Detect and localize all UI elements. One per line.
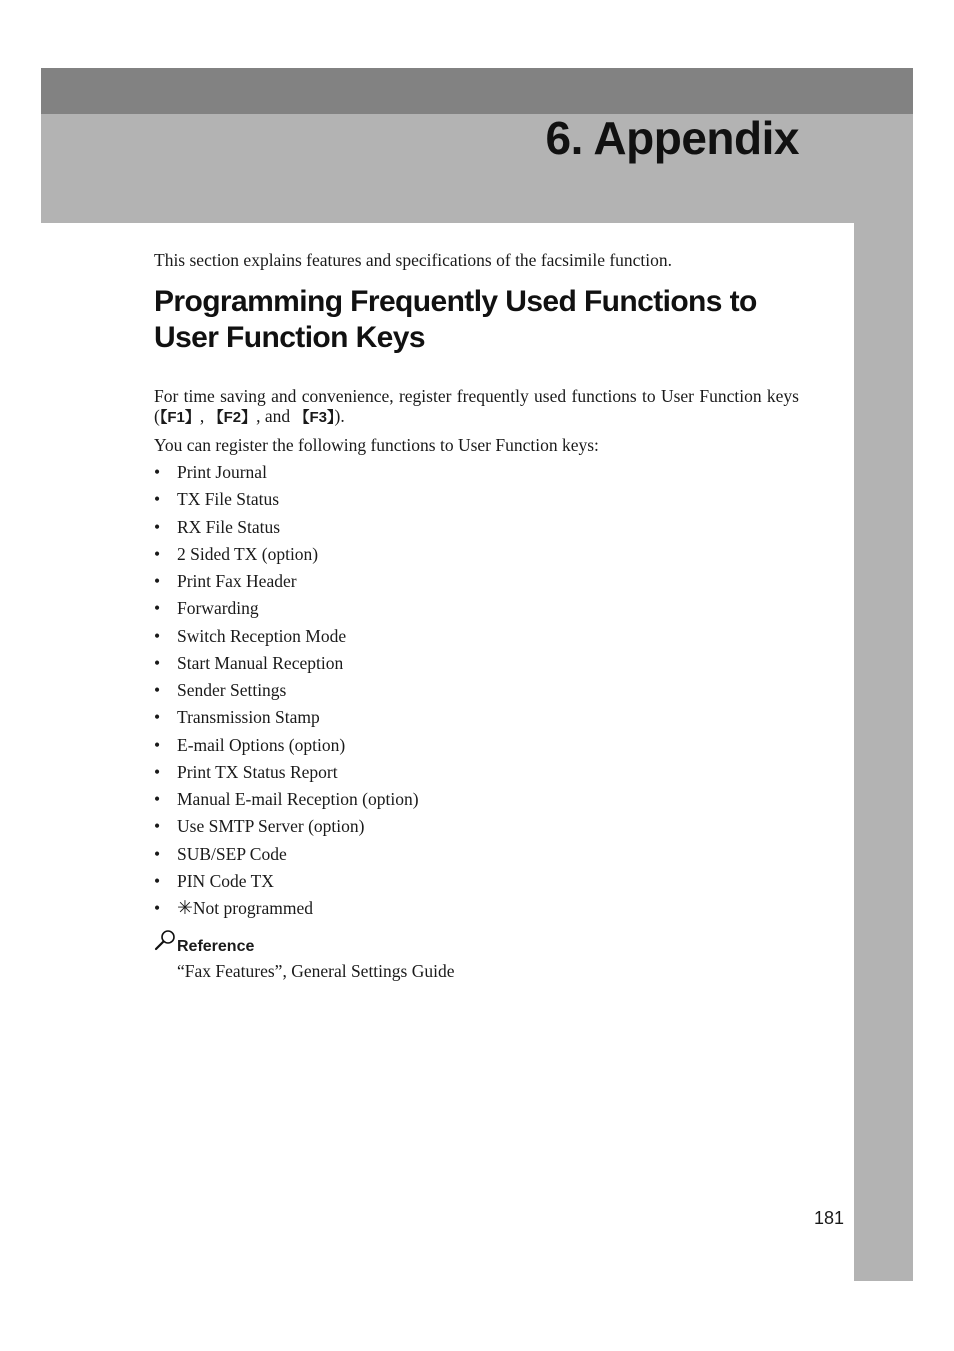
chapter-side-tab — [854, 223, 913, 1281]
list-item — [154, 678, 419, 705]
list-item — [154, 869, 419, 896]
page-number: 181 — [813, 1208, 844, 1228]
list-item — [154, 760, 419, 787]
list-item-label: Print Journal — [177, 462, 267, 482]
chapter-title: 6. Appendix — [545, 112, 799, 164]
list-item — [154, 624, 419, 651]
list-item-label: Print Fax Header — [177, 571, 297, 591]
bullet: • — [154, 707, 161, 728]
list-item-label: Switch Reception Mode — [177, 625, 347, 646]
key-f2: 【F2】 — [208, 409, 257, 426]
reference-block — [154, 929, 455, 982]
bullet: • — [154, 462, 161, 482]
list-item-label: PIN Code TX — [177, 870, 274, 891]
list-item — [154, 787, 419, 814]
list-item-label: Manual E-mail Reception (option) — [177, 789, 419, 809]
list-item-label: E-mail Options (option) — [177, 734, 346, 755]
reference-label: Reference — [177, 938, 255, 955]
list-item — [154, 651, 419, 678]
list-item — [154, 896, 419, 923]
list-item — [154, 842, 419, 869]
list-item — [154, 542, 419, 569]
bullet: • — [154, 598, 161, 619]
section-heading: Programming Frequently Used Functions to User Function Keys — [154, 285, 757, 354]
para-text: ). — [334, 406, 345, 426]
list-item — [154, 515, 419, 542]
intro-text: This section explains features and specifications of the facsimile function. — [154, 250, 673, 270]
list-item — [154, 487, 419, 514]
intro-paragraph — [154, 386, 799, 428]
reference-text: “Fax Features”, General Settings Guide — [177, 961, 455, 981]
list-item-label: Not programmed — [192, 898, 313, 918]
para-separator: , — [199, 406, 209, 426]
bullet: • — [154, 489, 161, 510]
list-item — [154, 733, 419, 760]
list-item-label: Forwarding — [177, 598, 259, 619]
list-item — [154, 814, 419, 841]
bullet: • — [154, 761, 161, 782]
bullet: • — [154, 543, 161, 564]
bullet: • — [154, 734, 161, 755]
list-item-label: Use SMTP Server (option) — [177, 816, 365, 837]
bullet: • — [154, 516, 161, 537]
bullet: • — [154, 652, 161, 673]
bullet: • — [154, 625, 161, 646]
list-item — [154, 705, 419, 732]
asterisk-icon: ✳ — [177, 897, 193, 919]
list-item-label: TX File Status — [177, 489, 280, 510]
reference-header — [154, 929, 455, 956]
list-item-label: Sender Settings — [177, 680, 287, 700]
para-separator: , and — [256, 406, 295, 426]
list-item — [154, 460, 419, 487]
header-band-dark — [41, 68, 913, 114]
bullet: • — [154, 870, 161, 891]
bullet: • — [154, 843, 161, 864]
list-item-label: Transmission Stamp — [177, 707, 320, 728]
function-list — [154, 460, 419, 923]
list-item — [154, 569, 419, 596]
bullet: • — [154, 680, 161, 700]
bullet: • — [154, 789, 161, 809]
list-item-label: 2 Sided TX (option) — [177, 543, 319, 564]
bullet: • — [154, 571, 161, 591]
list-item-label: Print TX Status Report — [177, 761, 338, 782]
bullet: • — [154, 898, 161, 918]
key-f1: 【F1】 — [159, 409, 200, 426]
list-item-label: SUB/SEP Code — [177, 843, 287, 864]
list-item — [154, 596, 419, 623]
bullet: • — [154, 816, 161, 837]
key-f3: 【F3】 — [294, 409, 335, 426]
magnifier-icon — [154, 929, 177, 956]
list-item-label: RX File Status — [177, 516, 281, 537]
list-item-label: Start Manual Reception — [177, 652, 344, 673]
para-text: For time saving and convenience, register frequently used functions to User Function keys ( — [154, 386, 799, 426]
list-intro-text: You can register the following functions to User Function keys: — [154, 435, 599, 455]
